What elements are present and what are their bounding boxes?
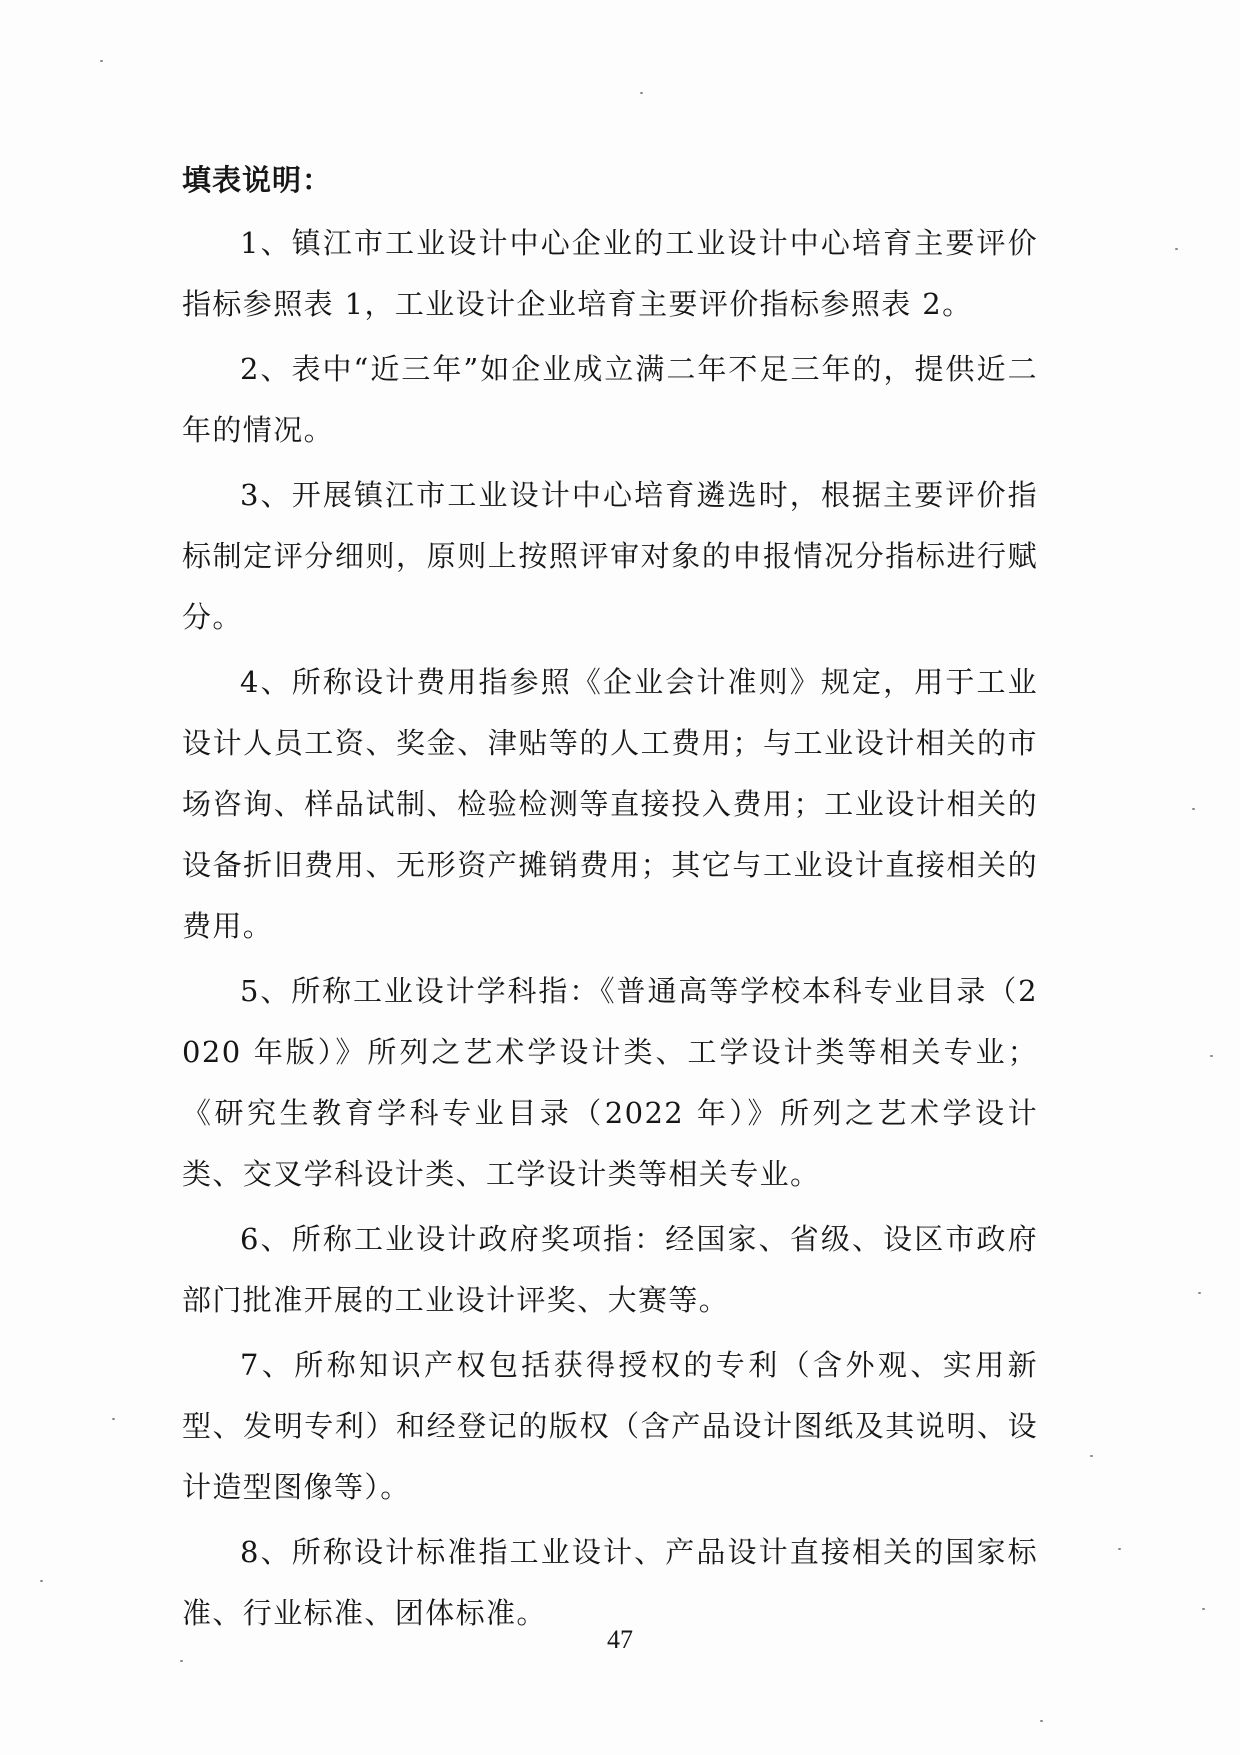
scan-speck [1118, 1548, 1121, 1550]
scan-speck [1192, 808, 1195, 810]
page-number: 47 [607, 1625, 633, 1654]
instruction-item-3: 3、开展镇江市工业设计中心培育遴选时，根据主要评价指标制定评分细则，原则上按照评审对象的申报情况分指标进行赋分。 [182, 478, 1038, 634]
instruction-item-7: 7、所称知识产权包括获得授权的专利（含外观、实用新型、发明专利）和经登记的版权（含产品设计图纸及其说明、设计造型图像等）。 [182, 1348, 1038, 1504]
scan-speck [100, 60, 103, 62]
scan-speck [180, 1660, 183, 1662]
scan-speck [640, 92, 643, 94]
scan-speck [1090, 1455, 1093, 1457]
instruction-item-2: 2、表中“近三年”如企业成立满二年不足三年的，提供近二年的情况。 [182, 352, 1038, 447]
instruction-item-6: 6、所称工业设计政府奖项指：经国家、省级、设区市政府部门批准开展的工业设计评奖、大赛等。 [182, 1222, 1038, 1317]
scan-speck [1202, 1608, 1205, 1610]
instruction-item-5: 5、所称工业设计学科指：《普通高等学校本科专业目录（2020 年版）》所列之艺术学设计类、工学设计类等相关专业；《研究生教育学科专业目录（2022 年）》所列之艺术学设计类、交叉学科设计类、工学设计类等相关专业。 [182, 974, 1038, 1191]
document-body [182, 150, 1038, 1644]
scan-speck [1040, 1720, 1043, 1722]
section-heading: 填表说明： [182, 163, 333, 197]
instruction-item-1: 1、镇江市工业设计中心企业的工业设计中心培育主要评价指标参照表 1，工业设计企业培育主要评价指标参照表 2。 [182, 226, 1038, 321]
scan-speck [40, 1580, 43, 1582]
scan-speck [1198, 1292, 1201, 1294]
scan-speck [1210, 1055, 1213, 1057]
scan-speck [1175, 248, 1178, 250]
instruction-item-4: 4、所称设计费用指参照《企业会计准则》规定，用于工业设计人员工资、奖金、津贴等的人工费用；与工业设计相关的市场咨询、样品试制、检验检测等直接投入费用；工业设计相关的设备折旧费用、无形资产摊销费用；其它与工业设计直接相关的费用。 [182, 665, 1038, 943]
scan-speck [112, 1418, 115, 1420]
instruction-item-8: 8、所称设计标准指工业设计、产品设计直接相关的国家标准、行业标准、团体标准。 [182, 1535, 1038, 1630]
